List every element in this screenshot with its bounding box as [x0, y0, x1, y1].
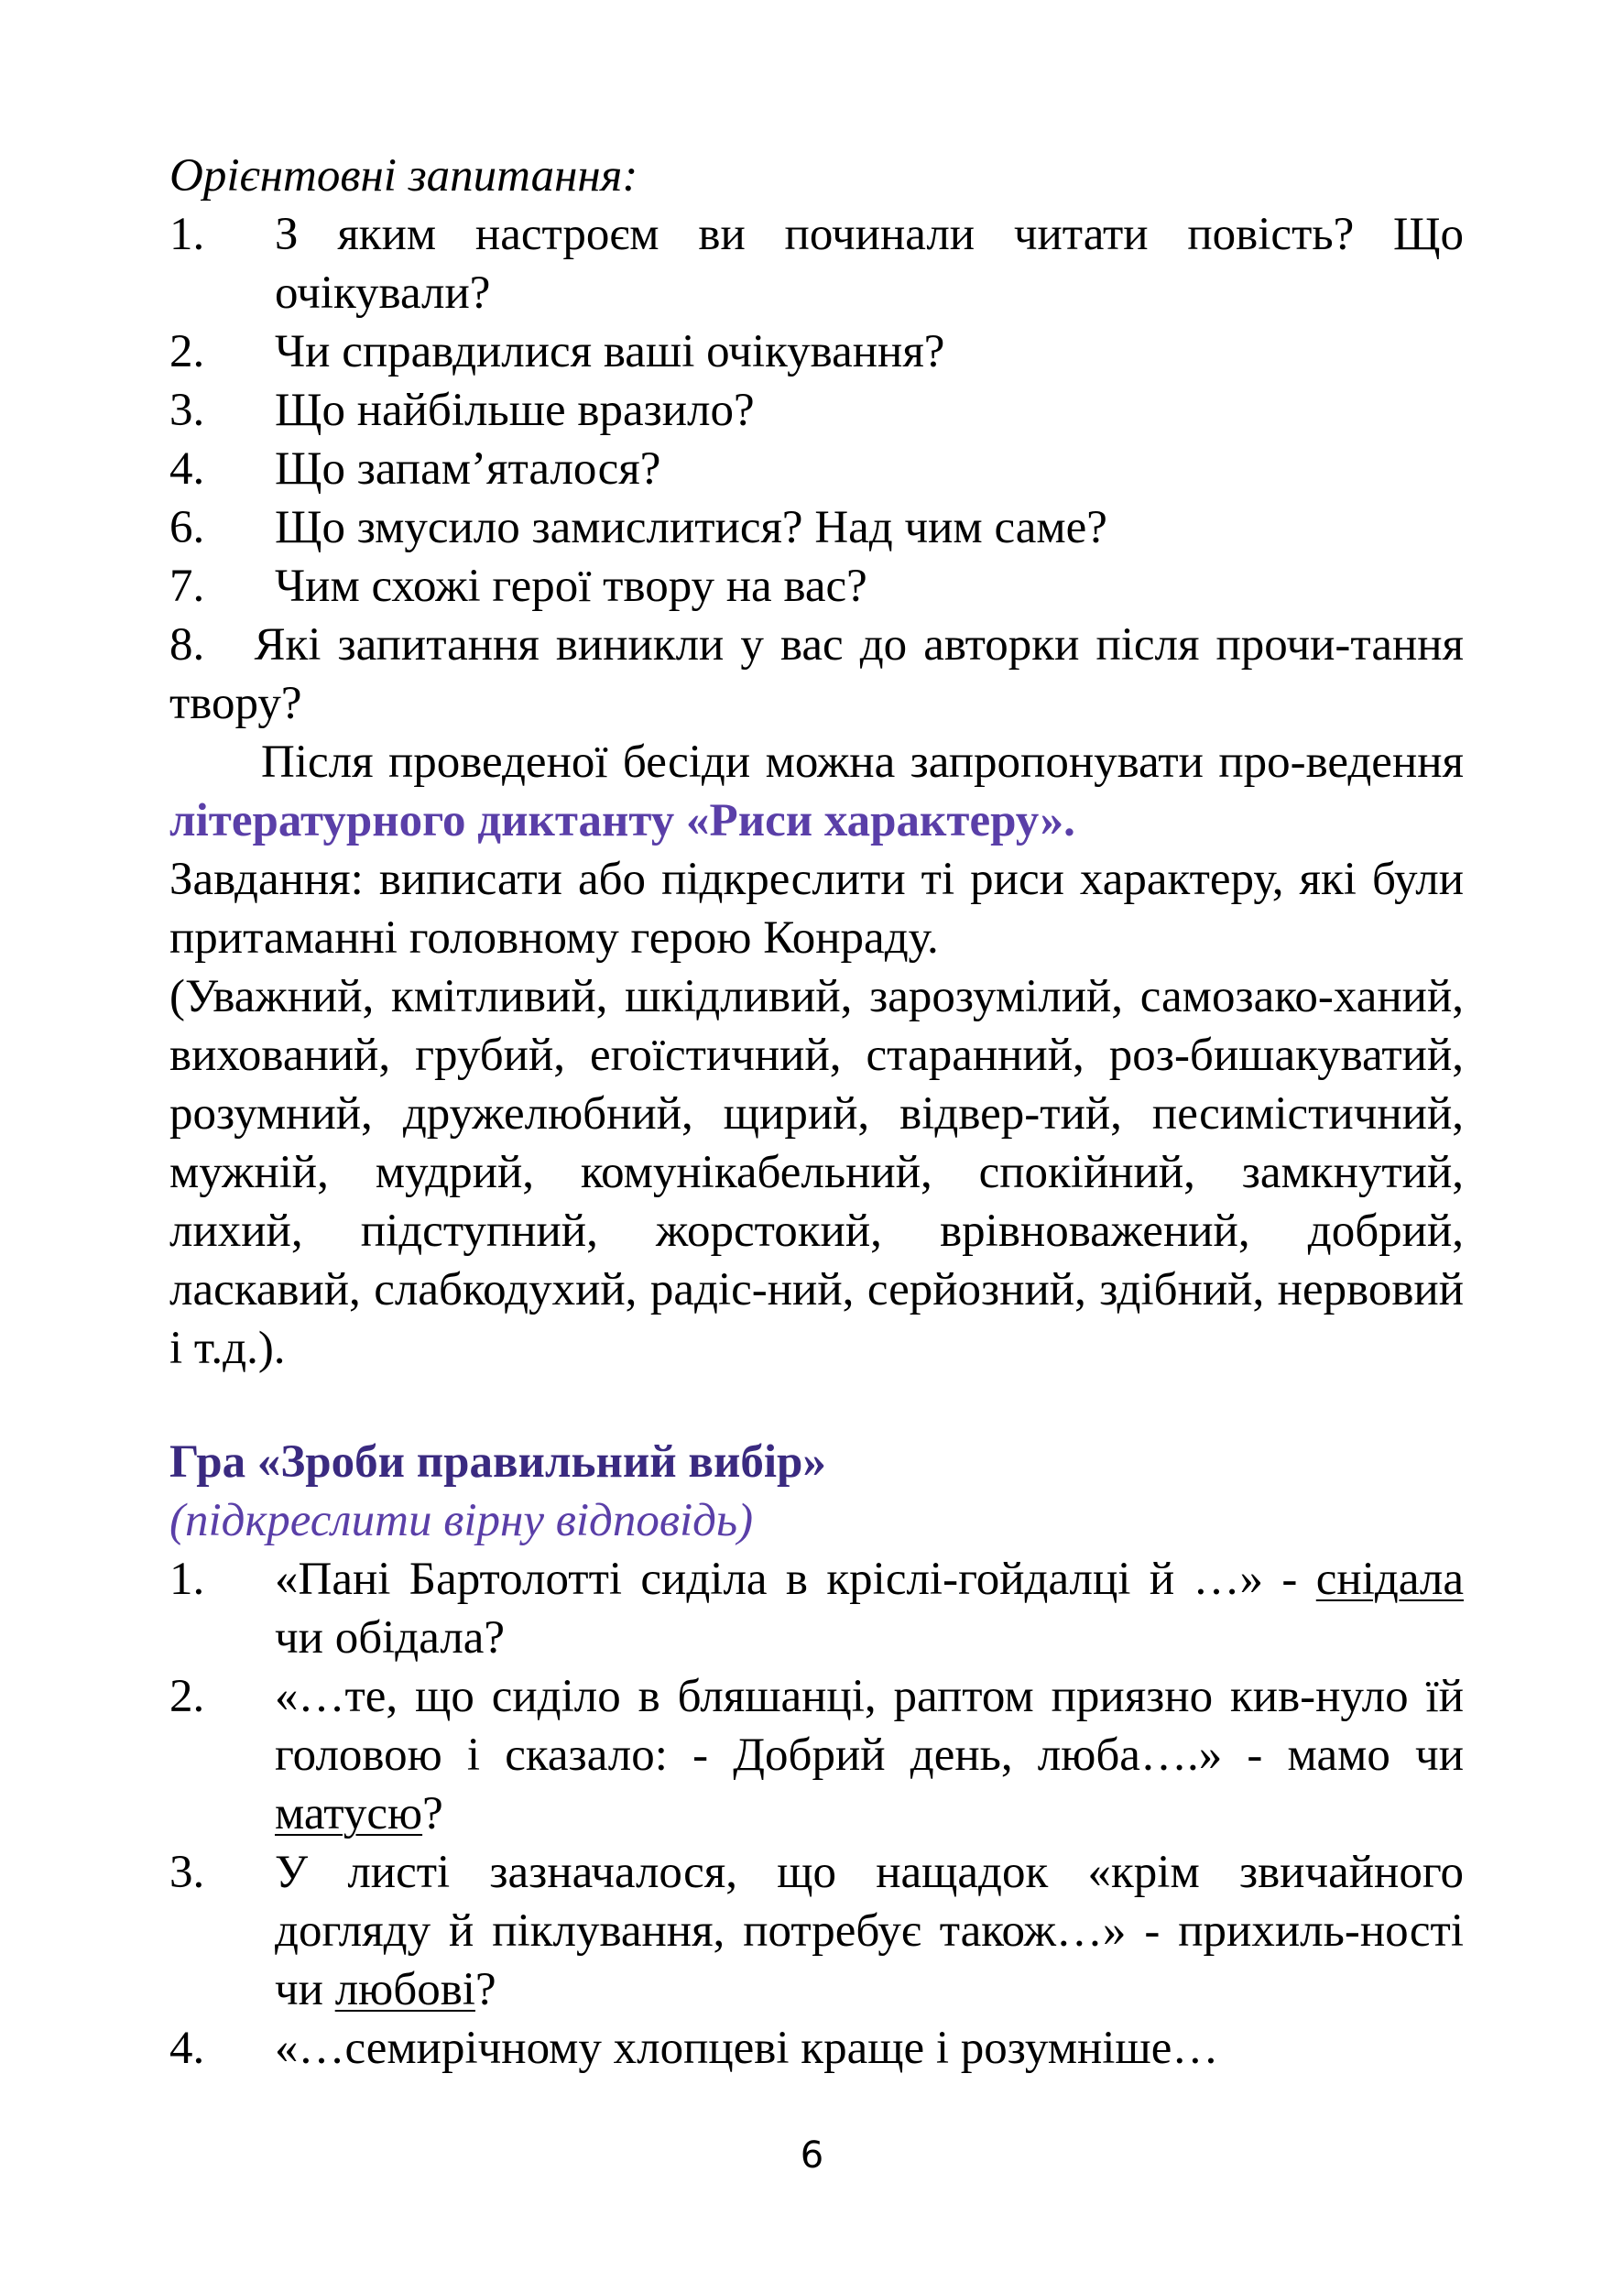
item-number: 3.: [169, 1847, 205, 1898]
item-text-part: «…те, що сиділо в бляшанці, раптом приязно кив-нуло їй головою і сказало: - Добрий день, люба….» - мамо чи: [275, 1671, 1464, 1781]
item-number: 8.: [169, 619, 205, 671]
document-page: [169, 147, 1464, 2078]
game-title: Гра «Зроби правильний вибір»: [169, 1436, 826, 1488]
game-item: [169, 1550, 1464, 1667]
item-text: Які запитання виникли у вас до авторки після прочи-тання твору?: [169, 619, 1465, 729]
item-number: 4.: [169, 443, 205, 495]
question-item: [169, 205, 1464, 322]
correct-answer: снідала: [1315, 1554, 1464, 1605]
item-number: 7.: [169, 561, 205, 612]
item-text: [275, 1550, 1464, 1667]
item-text: Що запам’яталося?: [275, 443, 661, 495]
item-text: З яким настроєм ви починали читати повість? Що очікували?: [275, 209, 1464, 319]
item-text-part: ?: [474, 1964, 496, 2015]
task-paragraph: Завдання: виписати або підкреслити ті риси характеру, які були притаманні головному герою Конраду.: [169, 854, 1464, 964]
game-item: [169, 1843, 1464, 2019]
game-item: [169, 1667, 1464, 1843]
item-text: «…семирічному хлопцеві краще і розумніше…: [275, 2023, 1219, 2074]
paragraph-dictation: [169, 733, 1464, 850]
item-text-part: ?: [422, 1788, 443, 1839]
question-item: [169, 557, 1464, 616]
correct-answer: матусю: [275, 1788, 423, 1839]
question-item: [169, 498, 1464, 557]
item-number: 4.: [169, 2023, 205, 2074]
item-text: [275, 1667, 1464, 1843]
game-subtitle: (підкреслити вірну відповідь): [169, 1495, 754, 1546]
item-number: 1.: [169, 209, 205, 260]
correct-answer: любові: [334, 1964, 475, 2015]
highlight-dictation: літературного диктанту «Риси характеру».: [169, 795, 1075, 846]
item-text: Чи справдилися ваші очікування?: [275, 326, 945, 377]
game-item: [169, 2019, 1464, 2078]
traits-paragraph: (Уважний, кмітливий, шкідливий, зарозумілий, самозако-ханий, вихований, грубий, егоїстичний, старанний, роз-бишакуватий, розумний, дружелюбний, щирий, відвер-тий, песимістичний, мужній, мудрий, комунікабельний, спокійний, замкнутий, лихий, підступний, жорстокий, врівноважений, добрий, ласкавий, слабкодухий, радіс-ний, серйозний, здібний, нервовий і т.д.).: [169, 971, 1464, 1374]
item-number: 3.: [169, 385, 205, 436]
item-text-part: У листі зазначалося, що нащадок «крім звичайного догляду й піклування, потребує також…» - прихиль-ності чи: [275, 1847, 1464, 2015]
item-text: Що найбільше вразило?: [275, 385, 755, 436]
item-text: [275, 1843, 1464, 2019]
item-number: 1.: [169, 1554, 205, 1605]
question-item: [169, 381, 1464, 440]
paragraph-text: Після проведеної бесіди можна запропонувати про-ведення: [261, 737, 1464, 788]
question-item-8: [169, 616, 1464, 733]
item-text: Чим схожі герої твору на вас?: [275, 561, 867, 612]
question-item: [169, 322, 1464, 381]
question-item: [169, 440, 1464, 498]
item-number: 6.: [169, 502, 205, 553]
item-text-part: чи обідала?: [275, 1612, 506, 1664]
item-number: 2.: [169, 326, 205, 377]
page-number: 6: [800, 2134, 824, 2177]
intro-label: Орієнтовні запитання:: [169, 150, 638, 202]
item-text-part: «Пані Бартолотті сиділа в кріслі-гойдалці й …» -: [275, 1554, 1316, 1605]
item-text: Що змусило замислитися? Над чим саме?: [275, 502, 1107, 553]
spacer: [169, 1378, 1464, 1433]
item-number: 2.: [169, 1671, 205, 1722]
